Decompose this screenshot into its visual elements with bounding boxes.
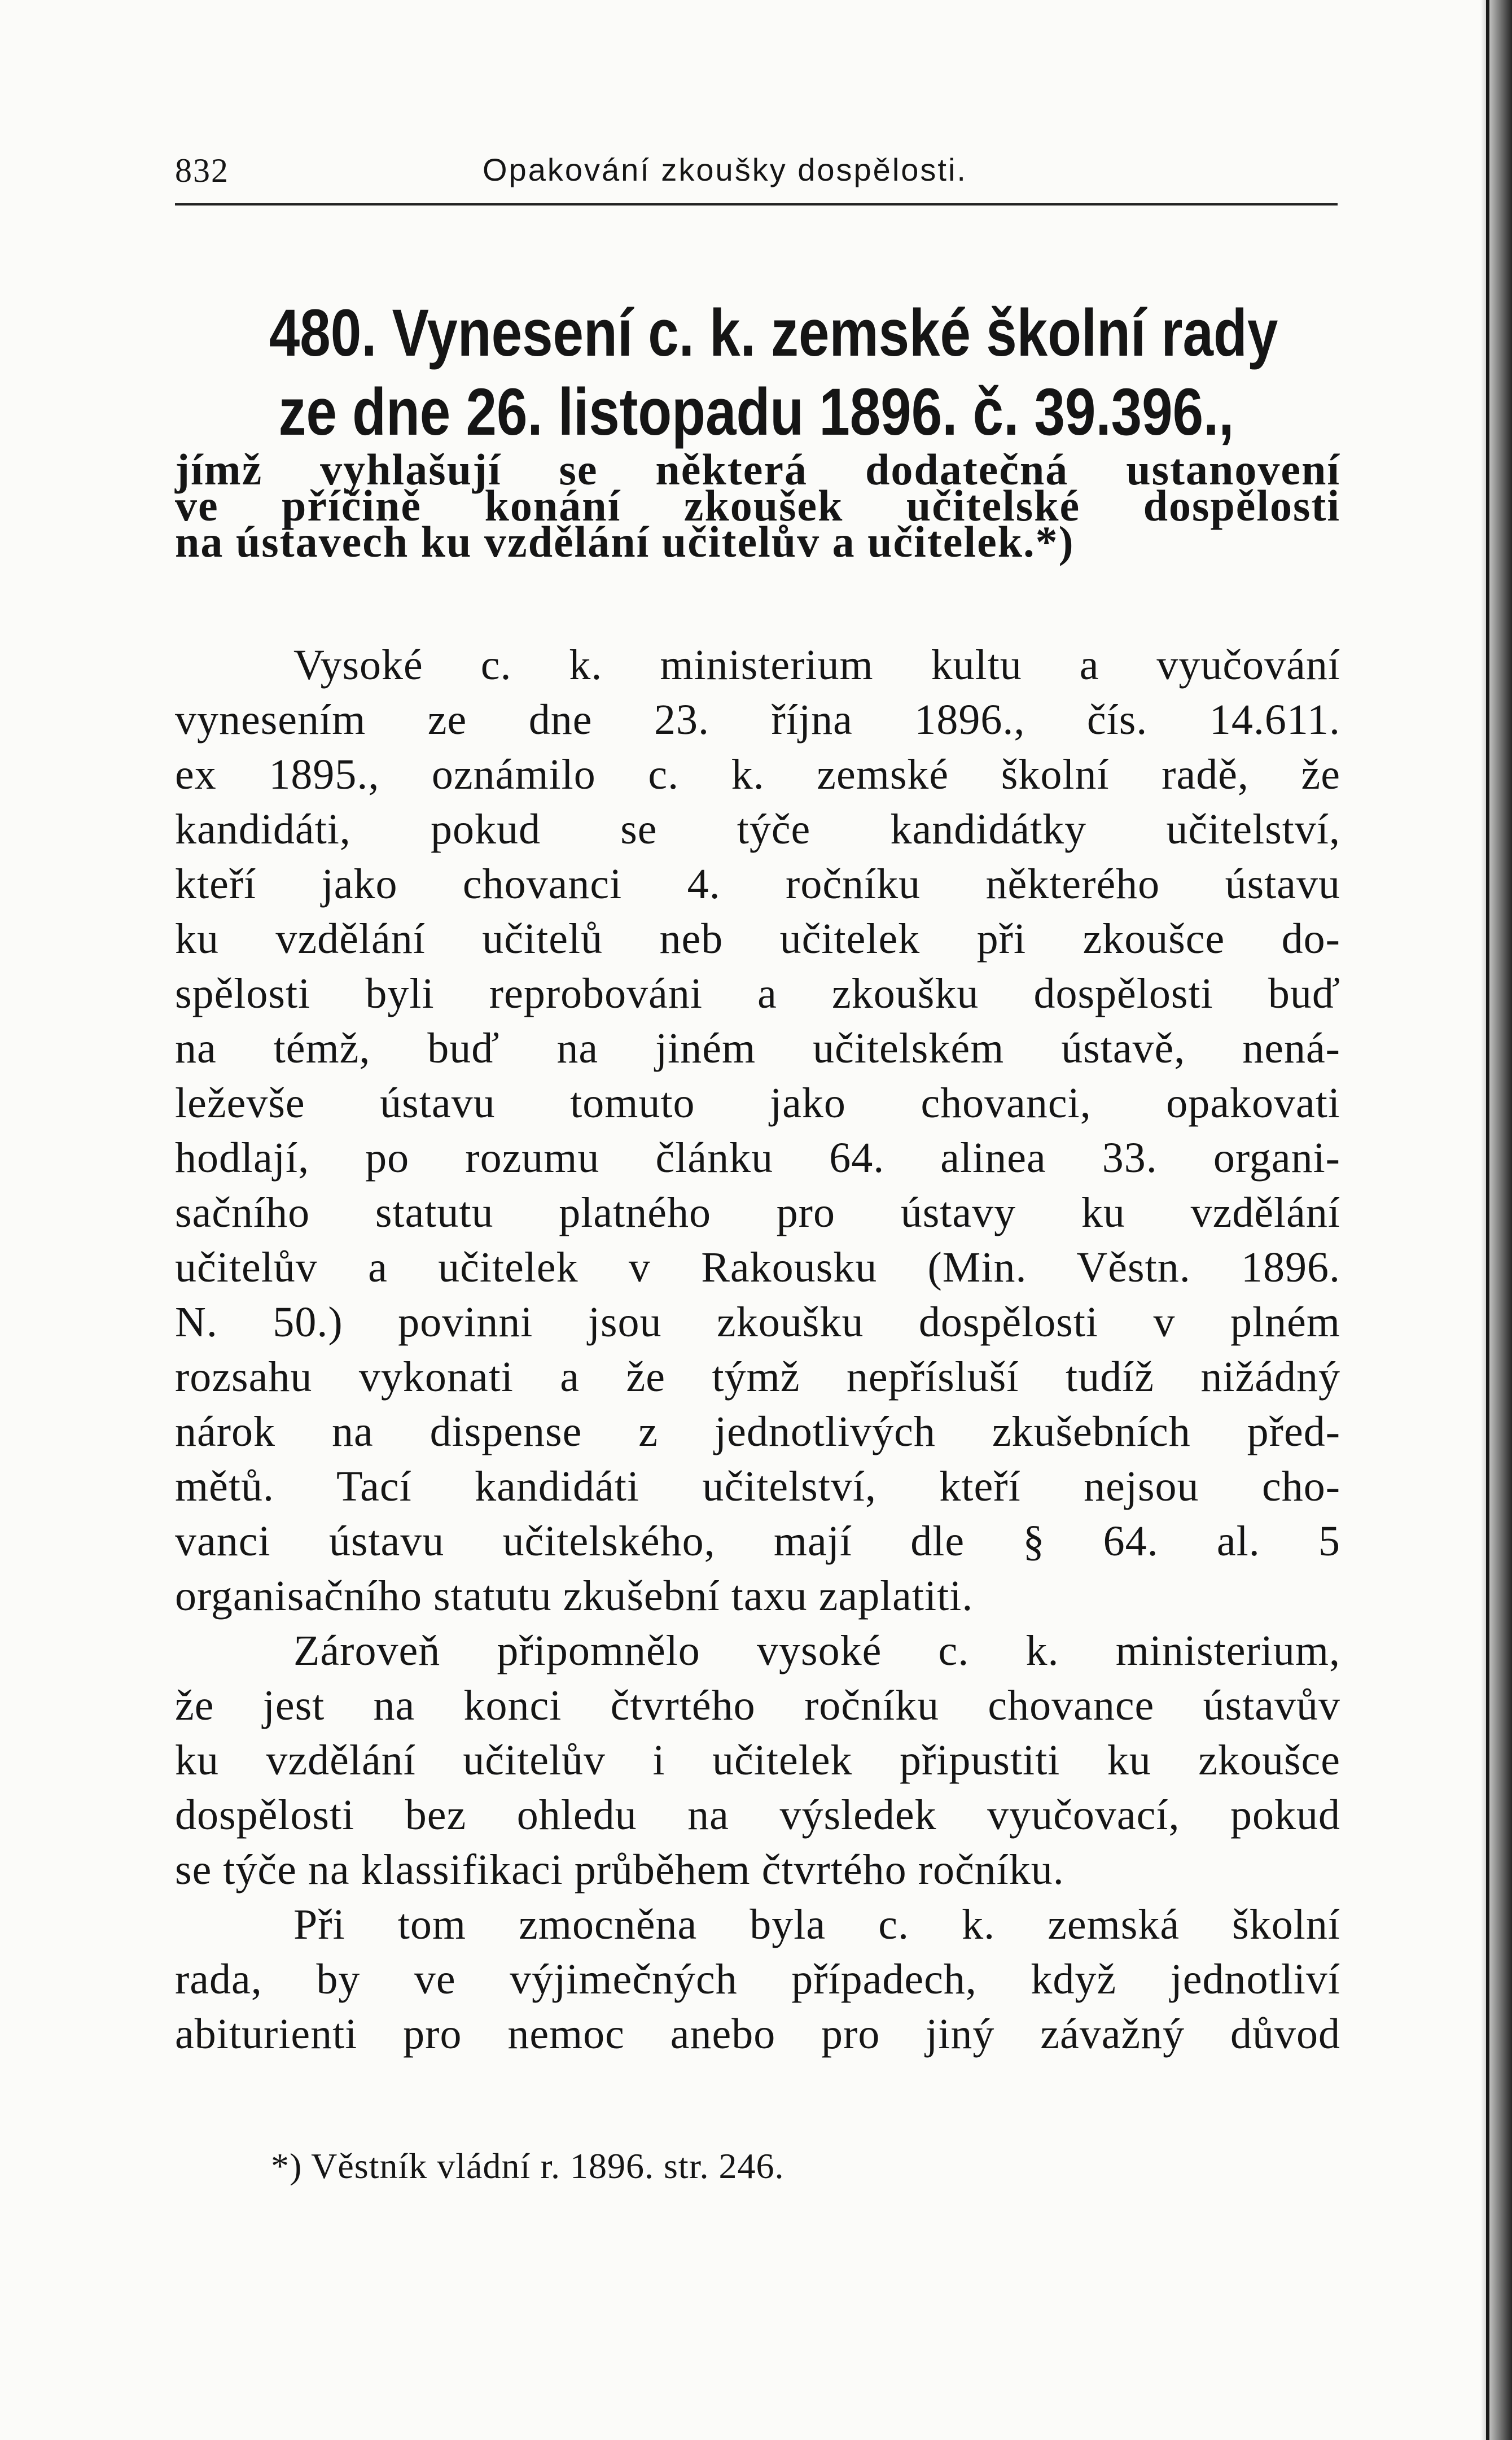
body-line: Vysoké c. k. ministerium kultu a vyučování	[293, 641, 1340, 689]
subtitle-line: jímž vyhlašují se některá dodatečná ustanovení	[175, 445, 1340, 494]
subtitle-line: ve příčině konání zkoušek učitelské dospělosti	[175, 481, 1340, 530]
body-line: rozsahu vykonati a že týmž nepřísluší tudíž nižádný	[175, 1353, 1340, 1401]
body-line: spělosti byli reprobováni a zkoušku dospělosti buď	[175, 970, 1340, 1017]
body-line: se týče na klassifikaci průběhem čtvrtého ročníku.	[175, 1846, 1064, 1894]
body-line: Při tom zmocněna byla c. k. zemská školní	[293, 1901, 1340, 1948]
body-text	[175, 638, 1340, 2062]
header-rule	[175, 203, 1338, 205]
decree-subtitle	[175, 445, 1340, 566]
subtitle-line: na ústavech ku vzdělání učitelův a učitelek.*)	[175, 517, 1075, 566]
heading-line: 480. Vynesení c. k. zemské školní rady	[269, 296, 1278, 370]
body-line: nárok na dispense z jednotlivých zkušebních před-	[175, 1408, 1340, 1455]
body-line: ku vzdělání učitelův i učitelek připustiti ku zkoušce	[175, 1737, 1340, 1784]
page-edge-line	[1486, 0, 1489, 2440]
decree-heading	[269, 294, 1278, 452]
body-line: ku vzdělání učitelů neb učitelek při zkoušce do-	[175, 915, 1340, 963]
running-head	[175, 151, 1340, 202]
page-number: 832	[175, 152, 229, 189]
body-line: ex 1895., oznámilo c. k. zemské školní radě, že	[175, 751, 1340, 798]
body-line: na témž, buď na jiném učitelském ústavě, nená-	[175, 1025, 1340, 1072]
body-line: organisačního statutu zkušební taxu zaplatiti.	[175, 1572, 974, 1620]
body-line: sačního statutu platného pro ústavy ku vzdělání	[175, 1189, 1340, 1236]
body-line: učitelův a učitelek v Rakousku (Min. Věstn. 1896.	[175, 1244, 1340, 1291]
body-line: vanci ústavu učitelského, mají dle § 64. al. 5	[175, 1518, 1340, 1565]
body-line: hodlají, po rozumu článku 64. alinea 33. organi-	[175, 1134, 1340, 1182]
footnote: *) Věstník vládní r. 1896. str. 246.	[271, 2146, 785, 2186]
body-line: N. 50.) povinni jsou zkoušku dospělosti v plném	[175, 1298, 1340, 1346]
body-line: leževše ústavu tomuto jako chovanci, opakovati	[175, 1079, 1340, 1127]
book-page	[169, 0, 1343, 2440]
body-line: dospělosti bez ohledu na výsledek vyučovací, pokud	[175, 1791, 1340, 1839]
body-line: Zároveň připomnělo vysoké c. k. ministerium,	[293, 1627, 1340, 1674]
body-line: rada, by ve výjimečných případech, když jednotliví	[175, 1956, 1340, 2003]
heading-line: ze dne 26. listopadu 1896. č. 39.396.,	[278, 375, 1234, 449]
body-line: abiturienti pro nemoc anebo pro jiný závažný důvod	[175, 2010, 1340, 2058]
running-title: Opakování zkoušky dospělosti.	[483, 152, 967, 187]
body-line: že jest na konci čtvrtého ročníku chovance ústavův	[175, 1682, 1340, 1729]
body-line: mětů. Tací kandidáti učitelství, kteří nejsou cho-	[175, 1463, 1340, 1510]
body-line: vynesením ze dne 23. října 1896., čís. 14.611.	[175, 696, 1340, 744]
body-line: kandidáti, pokud se týče kandidátky učitelství,	[175, 806, 1340, 853]
body-line: kteří jako chovanci 4. ročníku některého ústavu	[175, 860, 1340, 908]
